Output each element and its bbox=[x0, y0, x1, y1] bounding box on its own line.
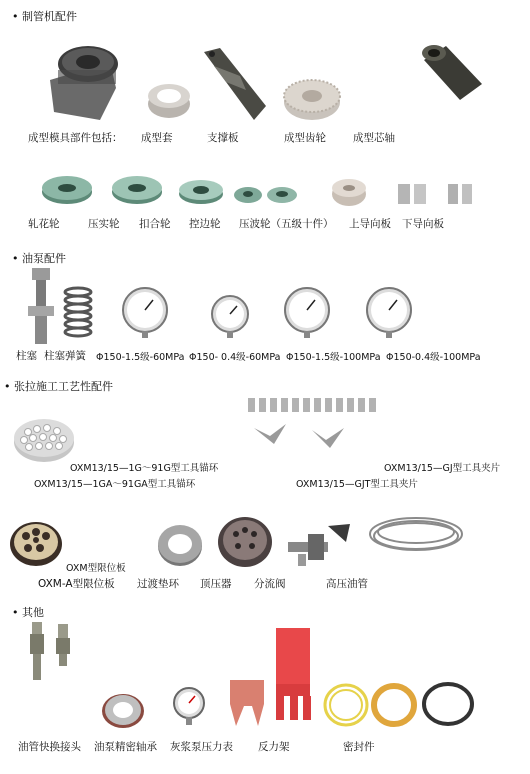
label-hose: 高压油管 bbox=[326, 578, 368, 590]
label-gauge: 灰浆泵压力表 bbox=[170, 741, 233, 753]
label-gauge-3: Φ150-1.5级-100MPa bbox=[286, 352, 381, 363]
label-plunger: 柱塞 bbox=[16, 350, 37, 362]
reaction-frame-image bbox=[224, 676, 270, 728]
pressure-gauge-4-image bbox=[364, 286, 414, 338]
label-gear: 成型齿轮 bbox=[284, 132, 326, 144]
red-frame-image bbox=[270, 626, 318, 722]
plunger-image bbox=[24, 266, 58, 346]
label-gauge-4: Φ150-0.4级-100MPa bbox=[386, 352, 481, 363]
edge-wheel-image bbox=[232, 182, 300, 206]
mold-part-image bbox=[40, 40, 124, 122]
section-header-tensioning bbox=[4, 378, 113, 394]
label-clip-1: OXM13/15—GJ型工具夹片 bbox=[384, 463, 501, 474]
label-buckle: 扣合轮 bbox=[139, 218, 171, 230]
label-press: 压实轮 bbox=[88, 218, 120, 230]
label-limit-1: OXM型限位板 bbox=[66, 563, 126, 574]
quick-joint-image bbox=[26, 618, 78, 686]
pressure-gauge-3-image bbox=[282, 286, 332, 338]
label-valve: 分流阀 bbox=[254, 578, 286, 590]
section-header-pipe-machine bbox=[12, 8, 77, 24]
forming-core-shaft-image bbox=[420, 44, 486, 106]
label-wave: 压波轮（五级十件） bbox=[239, 218, 334, 230]
section-title: 张拉施工工艺性配件 bbox=[14, 380, 113, 393]
roll-wheel-image bbox=[40, 174, 94, 206]
support-plate-image bbox=[200, 46, 270, 122]
forming-gear-image bbox=[282, 76, 342, 122]
pressure-gauge-2-image bbox=[208, 294, 252, 338]
label-anchor-1: OXM13/15—1G～91G型工具锚环 bbox=[70, 463, 219, 474]
press-wheel-image bbox=[110, 174, 164, 206]
transition-ring-image bbox=[156, 520, 204, 568]
diverter-valve-image bbox=[284, 520, 358, 568]
section-title: 油泵配件 bbox=[22, 252, 66, 265]
label-upper: 上导向板 bbox=[349, 218, 391, 230]
section-header-oil-pump bbox=[12, 250, 66, 266]
label-bearing: 油泵精密轴承 bbox=[94, 741, 157, 753]
label-spring: 柱塞弹簧 bbox=[44, 350, 86, 362]
label-sleeve: 成型套 bbox=[141, 132, 173, 144]
label-gauge-2: Φ150- 0.4级-60MPa bbox=[189, 352, 281, 363]
label-clip-2: OXM13/15—GJT型工具夹片 bbox=[296, 479, 418, 490]
label-core: 成型芯轴 bbox=[353, 132, 395, 144]
plunger-spring-image bbox=[62, 286, 94, 340]
bullet: • bbox=[12, 252, 19, 265]
label-frame: 反力架 bbox=[258, 741, 290, 753]
seal-rings-image bbox=[322, 680, 478, 730]
label-joint: 油管快换接头 bbox=[18, 741, 81, 753]
anchor-ring-image bbox=[12, 416, 76, 464]
jack-image bbox=[216, 510, 274, 570]
label-roll: 轧花轮 bbox=[28, 218, 60, 230]
label-limit-2: OXM-A型限位板 bbox=[38, 578, 115, 590]
precision-bearing-image bbox=[100, 690, 146, 730]
label-support: 支撑板 bbox=[207, 132, 239, 144]
label-mold: 成型模具部件包括： bbox=[28, 132, 123, 144]
buckle-wheel-image bbox=[176, 178, 226, 206]
mortar-pump-gauge-image bbox=[170, 686, 208, 726]
bullet: • bbox=[4, 380, 11, 393]
label-seal: 密封件 bbox=[343, 741, 375, 753]
upper-guide-image bbox=[330, 176, 368, 208]
high-pressure-hose-image bbox=[366, 512, 466, 558]
label-lower: 下导向板 bbox=[402, 218, 444, 230]
pressure-gauge-1-image bbox=[120, 286, 170, 338]
label-gauge-1: Φ150-1.5级-60MPa bbox=[96, 352, 185, 363]
section-title: 制管机配件 bbox=[22, 10, 77, 23]
label-anchor-2: OXM13/15—1GA～91GA型工具锚环 bbox=[34, 479, 196, 490]
forming-sleeve-image bbox=[146, 82, 192, 120]
label-jack: 顶压器 bbox=[200, 578, 232, 590]
label-transition: 过渡垫环 bbox=[137, 578, 179, 590]
bullet: • bbox=[12, 10, 19, 23]
bullet: • bbox=[12, 606, 19, 619]
tool-clips-image bbox=[246, 394, 386, 452]
label-edge: 控边轮 bbox=[189, 218, 221, 230]
lower-guide-image bbox=[396, 182, 476, 206]
section-title: 其他 bbox=[22, 606, 44, 619]
limit-plate-image bbox=[8, 516, 64, 568]
